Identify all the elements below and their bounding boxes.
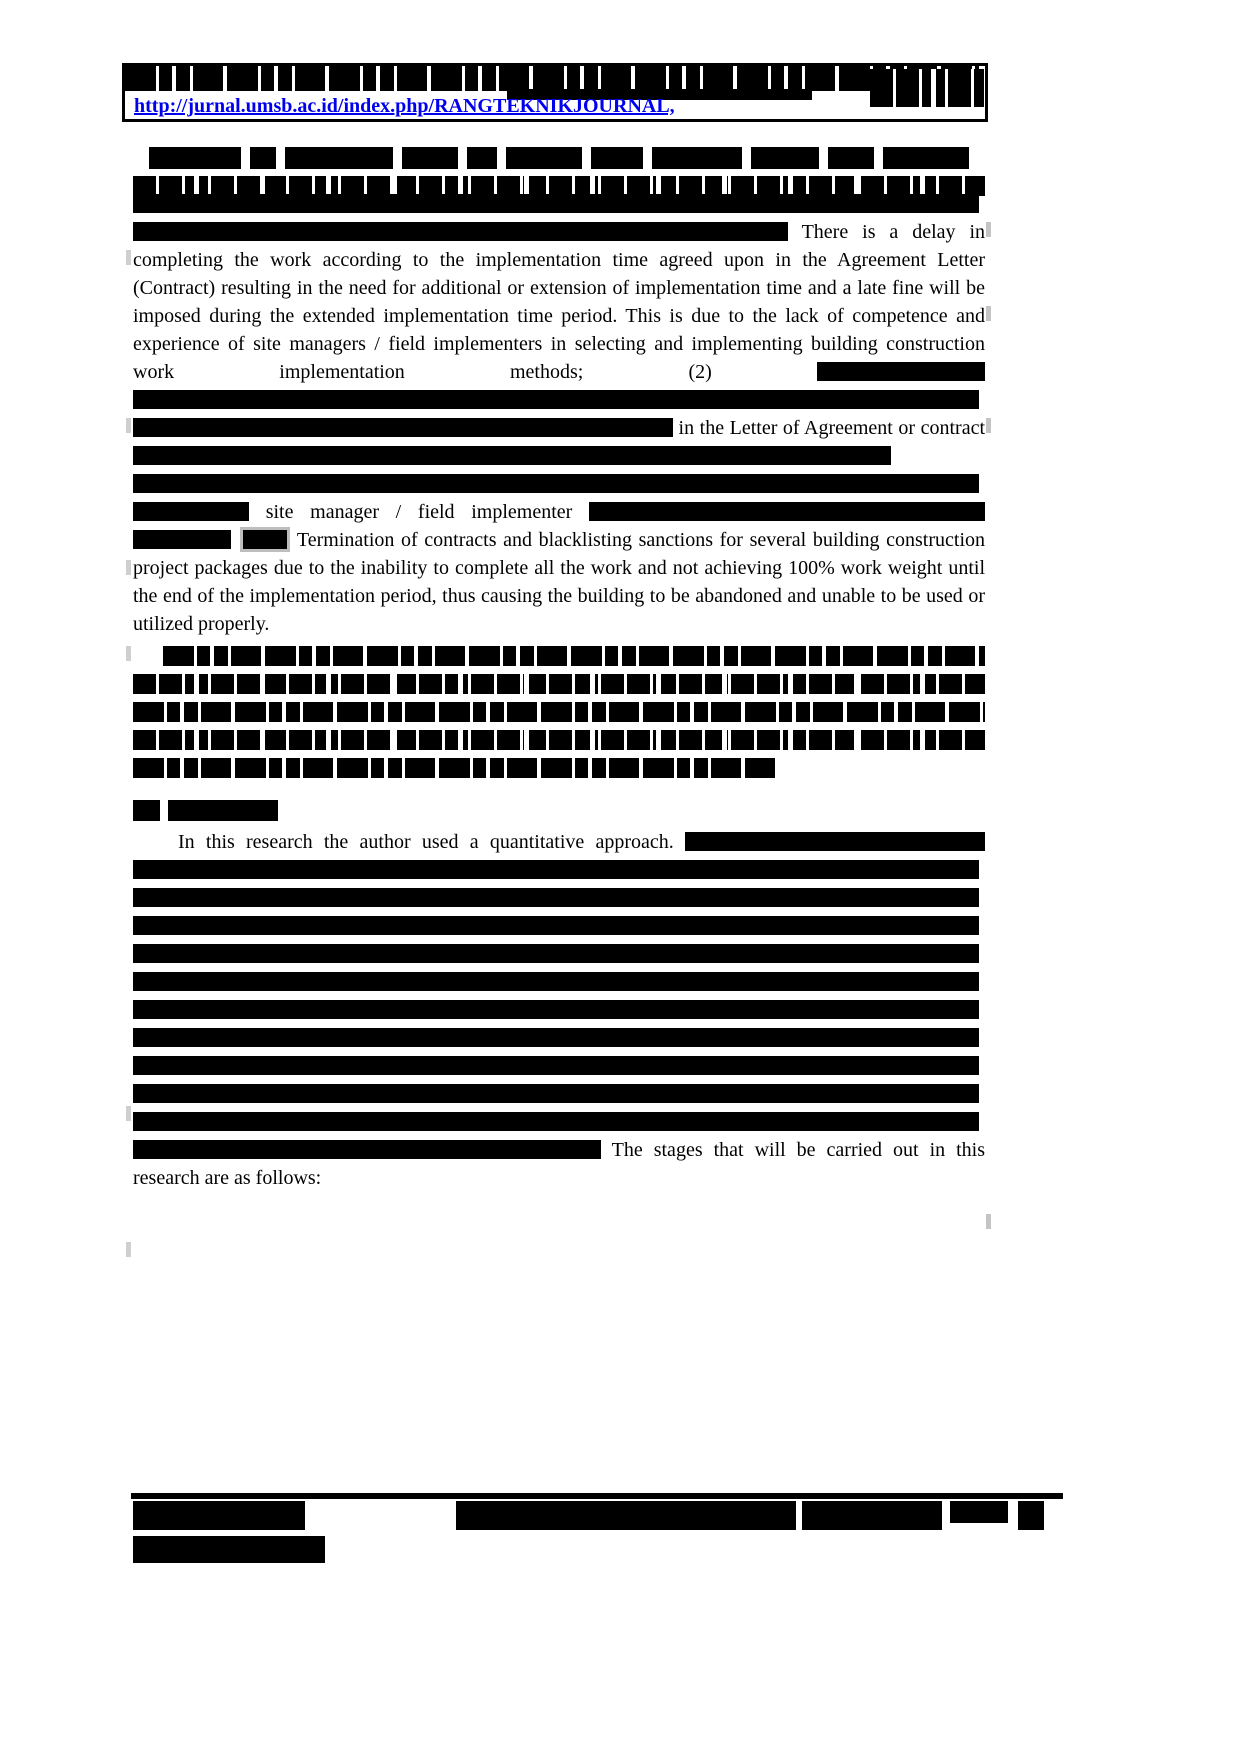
redacted-text-bar xyxy=(685,832,985,851)
visible-text: There is a delay in xyxy=(801,221,986,243)
redacted-text-bar xyxy=(133,1112,979,1131)
visible-text: Termination of contracts and blacklisting sanctions for several building construction project packages due to the inability to complete all the work and not achieving 100% work weight until the end of the implementation period, thus causing the building to be abandoned and unable to be used or utilized properly. xyxy=(133,529,986,635)
margin-mark xyxy=(126,250,131,265)
margin-mark xyxy=(126,646,131,661)
redacted-text-bar xyxy=(133,194,979,213)
visible-text: contract xyxy=(920,417,985,439)
journal-header-box xyxy=(122,63,988,122)
redacted-text-bar xyxy=(817,362,985,381)
redacted-text-bar xyxy=(133,972,979,991)
redacted-text-bar xyxy=(133,222,788,241)
methods-paragraph xyxy=(133,828,985,1192)
redacted-text-bar xyxy=(133,502,249,521)
footer-redacted-center xyxy=(456,1501,796,1530)
margin-mark xyxy=(986,1214,991,1229)
margin-mark xyxy=(126,1242,131,1257)
redacted-header-block xyxy=(870,69,984,107)
redacted-text-bar xyxy=(133,530,231,549)
visible-text: in the Letter of Agreement or xyxy=(678,417,916,439)
redacted-paragraph xyxy=(133,646,985,778)
redacted-text-bar xyxy=(133,390,979,409)
footer-redacted-center xyxy=(950,1501,1008,1523)
redacted-highlighted-marker xyxy=(243,530,287,549)
redacted-text-bar xyxy=(133,1028,979,1047)
methods-heading-redacted xyxy=(133,800,985,821)
visible-text: site manager / field implementer xyxy=(265,501,573,523)
redacted-text-bar xyxy=(133,474,979,493)
redacted-text-bar xyxy=(133,916,979,935)
footer-redacted-left xyxy=(133,1501,305,1530)
margin-mark xyxy=(986,418,991,433)
margin-mark xyxy=(126,418,131,433)
margin-mark xyxy=(986,306,991,321)
redacted-text-bar xyxy=(133,1140,601,1159)
visible-text: In this research the author used a quantitative approach. xyxy=(178,831,674,853)
redacted-text-bar xyxy=(133,944,979,963)
footer-redacted-pagenum xyxy=(133,1536,325,1563)
article-title-redacted xyxy=(133,147,985,169)
redacted-text-bar xyxy=(133,1084,979,1103)
redacted-text-bar xyxy=(589,502,985,521)
visible-text: The stages that will be carried out in this research are as follows: xyxy=(133,1139,986,1189)
redacted-text-bar xyxy=(133,860,979,879)
footer-rule xyxy=(131,1493,1063,1499)
redacted-text-bar xyxy=(133,446,891,465)
margin-mark xyxy=(986,222,991,237)
journal-url-link[interactable]: http://jurnal.umsb.ac.id/index.php/RANGTEKNIKJOURNAL, xyxy=(134,95,675,117)
redacted-text-bar xyxy=(133,888,979,907)
footer-redacted-right xyxy=(1018,1501,1044,1530)
redacted-header-block xyxy=(125,66,979,91)
findings-paragraph xyxy=(133,190,985,638)
redacted-text-bar xyxy=(133,1000,979,1019)
redacted-text-bar xyxy=(133,1056,979,1075)
visible-text: completing the work according to the implementation time agreed upon in the Agreement Letter (Contract) resulting in the need for additional or extension of implementation time and a late fine will be imposed during the extended implementation time period. This is due to the lack of competence and experience of site managers / field implementers in selecting and implementing building construction work implementation methods; (2) xyxy=(133,249,985,383)
body-text-column xyxy=(133,190,985,1192)
redacted-text-bar xyxy=(133,418,673,437)
margin-mark xyxy=(126,560,131,575)
margin-mark xyxy=(126,1106,131,1121)
footer-redacted-center xyxy=(802,1501,942,1530)
